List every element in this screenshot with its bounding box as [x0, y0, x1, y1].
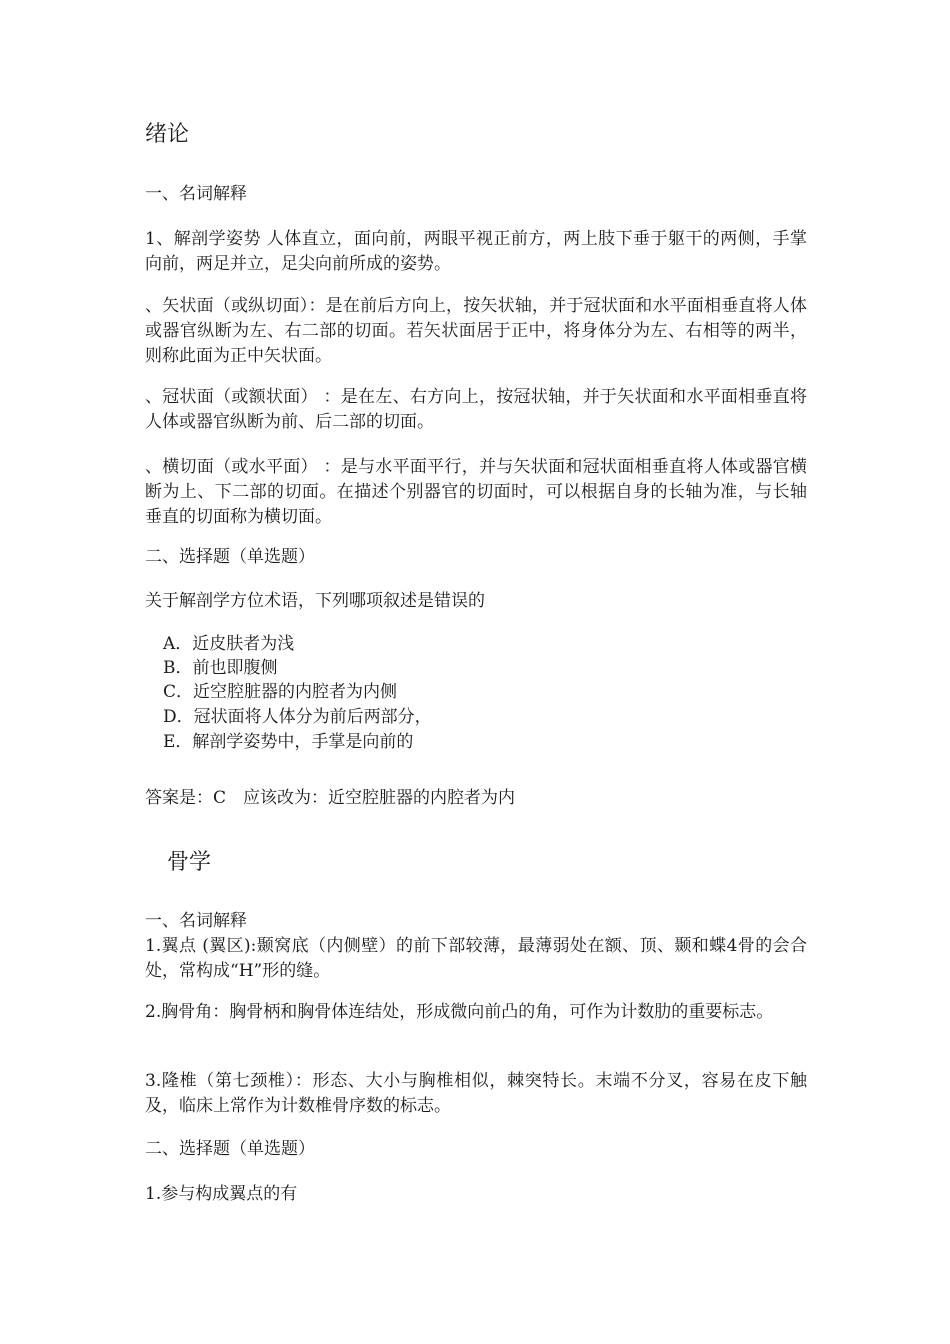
definition-anatomical-position: 1、解剖学姿势 人体直立，面向前，两眼平视正前方，两上肢下垂于躯干的两侧，手掌向前，两足并立，足尖向前所成的姿势。	[145, 229, 807, 274]
question-text: 关于解剖学方位术语，下列哪项叙述是错误的	[145, 591, 485, 611]
option-c: C．近空腔脏器的内腔者为内侧	[163, 682, 398, 702]
chapter-title-introduction: 绪论	[145, 122, 190, 147]
option-b: B．前也即腹侧	[163, 658, 278, 678]
section-heading-choice-2: 二、选择题（单选题）	[145, 1139, 315, 1159]
chapter-title-osteology: 骨学	[167, 850, 212, 875]
definition-transverse-plane: 、横切面（或水平面） ：是与水平面平行，并与矢状面和冠状面相垂直将人体或器官横断为上、下二部的切面。在描述个别器官的切面时，可以根据自身的长轴为准，与长轴垂直的切面称为横切面。	[145, 457, 807, 527]
section-heading-terms: 一、名词解释	[145, 184, 247, 204]
definition-sternal-angle: 2.胸骨角：胸骨柄和胸骨体连结处，形成微向前凸的角，可作为计数肋的重要标志。	[145, 1002, 774, 1022]
option-e: E．解剖学姿势中，手掌是向前的	[163, 732, 414, 752]
section-heading-choice: 二、选择题（单选题）	[145, 547, 315, 567]
answer-text: 答案是：C 应该改为：近空腔脏器的内腔者为内	[145, 788, 516, 808]
definition-pterion: 1.翼点 (翼区):颞窝底（内侧壁）的前下部较薄，最薄弱处在额、顶、颞和蝶4骨的会合处，常构成“H”形的缝。	[145, 936, 807, 981]
section-heading-terms-2: 一、名词解释	[145, 911, 247, 931]
definition-sagittal-plane: 、矢状面（或纵切面）：是在前后方向上，按矢状轴，并于冠状面和水平面相垂直将人体或器官纵断为左、右二部的切面。若矢状面居于正中，将身体分为左、右相等的两半，则称此面为正中矢状面。	[145, 296, 807, 366]
option-a: A．近皮肤者为浅	[163, 634, 295, 654]
option-d: D．冠状面将人体分为前后两部分，	[163, 707, 432, 727]
definition-vertebra-prominens: 3.隆椎（第七颈椎）：形态、大小与胸椎相似，棘突特长。末端不分叉，容易在皮下触及，临床上常作为计数椎骨序数的标志。	[145, 1071, 807, 1116]
question-1-text: 1.参与构成翼点的有	[145, 1184, 298, 1204]
definition-coronal-plane: 、冠状面（或额状面） ：是在左、右方向上，按冠状轴，并于矢状面和水平面相垂直将人体或器官纵断为前、后二部的切面。	[145, 387, 807, 432]
